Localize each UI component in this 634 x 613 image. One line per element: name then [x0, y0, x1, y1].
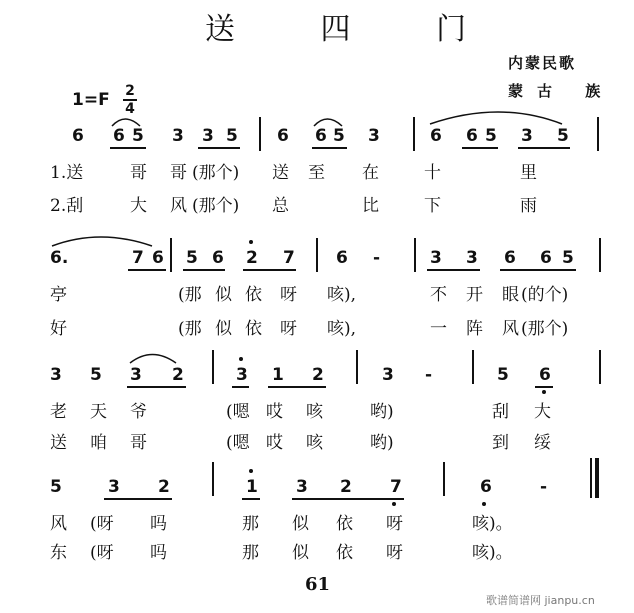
note: 6 — [113, 126, 125, 146]
lyric: (那个) — [192, 196, 240, 216]
lyric: 似 — [215, 319, 232, 339]
lyric: 2.刮 — [50, 196, 84, 216]
high-octave-dot — [239, 357, 243, 361]
lyric: 咳), — [327, 319, 357, 339]
lyric: 下 — [424, 196, 441, 216]
lyric: 依 — [336, 514, 353, 534]
lyric: (那 — [178, 319, 202, 339]
note: 3 — [236, 365, 248, 385]
song-title: 送 四 门 — [205, 12, 505, 47]
lyric: (那 — [178, 285, 202, 305]
lyric: 总 — [272, 196, 289, 216]
note: 6 — [72, 126, 84, 146]
note: 2 — [340, 477, 352, 497]
lyric: 眼 — [502, 285, 519, 305]
lyric: 刮 — [492, 402, 509, 422]
low-octave-dots — [392, 390, 546, 506]
slur — [314, 119, 342, 126]
watermark: 歌谱简谱网 jianpu.cn — [486, 594, 595, 607]
note: 3 — [108, 477, 120, 497]
note: 6 — [315, 126, 327, 146]
lyric: 里 — [520, 163, 537, 183]
note: 6 — [480, 477, 492, 497]
time-signature-top: 2 — [125, 83, 135, 99]
lyric: 1.送 — [50, 163, 84, 183]
lyric: 似 — [292, 514, 309, 534]
note: 1 — [246, 477, 258, 497]
high-octave-dot — [249, 469, 253, 473]
lyric: 东 — [50, 543, 67, 563]
lyric: 风 — [50, 514, 67, 534]
note: 3 — [130, 365, 142, 385]
note: 6 — [430, 126, 442, 146]
note: - — [540, 477, 548, 497]
lyric: 咳 — [306, 433, 323, 453]
lyric: 那 — [242, 543, 259, 563]
lyric: 风 — [170, 196, 187, 216]
lyric: 十 — [424, 163, 441, 183]
lyric: 送 — [50, 433, 67, 453]
note: 2 — [158, 477, 170, 497]
low-octave-dot — [392, 502, 396, 506]
note: 6 — [504, 248, 516, 268]
lyric: 吗 — [150, 514, 167, 534]
lyric: 风 — [502, 319, 519, 339]
song-ethnicity: 蒙古 族 — [508, 82, 615, 100]
note: 2 — [312, 365, 324, 385]
slur — [112, 119, 140, 126]
lyric: (那个) — [521, 319, 569, 339]
octave-dots — [239, 240, 253, 473]
lyric: 好 — [50, 319, 67, 339]
note: 2 — [172, 365, 184, 385]
note: 6 — [152, 248, 164, 268]
lyric: 天 — [90, 402, 107, 422]
note: 5 — [132, 126, 144, 146]
lyric: 咳)。 — [472, 514, 513, 534]
lyric: 绥 — [534, 433, 551, 453]
lyric: 哎 — [266, 433, 283, 453]
lyric: 呀 — [386, 543, 403, 563]
lyric: 呀 — [280, 319, 297, 339]
note: 6 — [336, 248, 348, 268]
lyric: 咳 — [306, 402, 323, 422]
note: 5 — [557, 126, 569, 146]
lyric: 呀 — [386, 514, 403, 534]
note: 3 — [296, 477, 308, 497]
lyric: (呀 — [90, 514, 114, 534]
lyric: 依 — [336, 543, 353, 563]
note: 3 — [50, 365, 62, 385]
note: 3 — [430, 248, 442, 268]
note: 7 — [390, 477, 402, 497]
lyric: 在 — [362, 163, 379, 183]
lyric: 老 — [50, 402, 67, 422]
lyric: (嗯 — [226, 433, 250, 453]
note: 3 — [466, 248, 478, 268]
lyric: 到 — [492, 433, 509, 453]
lyric: 送 — [272, 163, 289, 183]
song-origin: 内蒙民歌 — [508, 54, 577, 72]
note: 3 — [172, 126, 184, 146]
lyric: 不 — [430, 285, 447, 305]
note: 6 — [539, 365, 551, 385]
lyric: 大 — [130, 196, 147, 216]
slur — [52, 237, 152, 246]
lyric: 阵 — [466, 319, 483, 339]
note: 5 — [50, 477, 62, 497]
lyric: 开 — [466, 285, 483, 305]
note: 5 — [226, 126, 238, 146]
slurs — [52, 112, 562, 363]
note: 3 — [521, 126, 533, 146]
lyric: 哎 — [266, 402, 283, 422]
lyric: (的个) — [521, 285, 569, 305]
note: 6 — [540, 248, 552, 268]
lyric: 吗 — [150, 543, 167, 563]
note: 6 — [466, 126, 478, 146]
lyric: 至 — [308, 163, 325, 183]
lyric: 亭 — [50, 285, 67, 305]
note: 5 — [485, 126, 497, 146]
note: 5 — [186, 248, 198, 268]
low-octave-dot — [482, 502, 486, 506]
note: 5 — [562, 248, 574, 268]
lyric: 哥 — [130, 163, 147, 183]
note: 6. — [50, 248, 69, 268]
lyric: 哟) — [370, 433, 394, 453]
note: - — [425, 365, 433, 385]
lyric: 似 — [215, 285, 232, 305]
lyric: 比 — [362, 196, 379, 216]
lyric: 依 — [245, 319, 262, 339]
high-octave-dot — [249, 240, 253, 244]
lyric: 咳)。 — [472, 543, 513, 563]
lyric: 大 — [534, 402, 551, 422]
note: 3 — [368, 126, 380, 146]
lyric: (那个) — [192, 163, 240, 183]
lyric: 似 — [292, 543, 309, 563]
lyric: 爷 — [130, 402, 147, 422]
key-signature: 1=F — [72, 90, 110, 110]
lyric: (呀 — [90, 543, 114, 563]
note: 3 — [382, 365, 394, 385]
slur — [130, 355, 176, 364]
lyric: 呀 — [280, 285, 297, 305]
lyric: 哟) — [370, 402, 394, 422]
low-octave-dot — [542, 390, 546, 394]
lyric: 咳), — [327, 285, 357, 305]
note: 5 — [497, 365, 509, 385]
note: 6 — [277, 126, 289, 146]
underlines — [104, 148, 576, 499]
lyric: 哥 — [130, 433, 147, 453]
note: 5 — [333, 126, 345, 146]
lyric: 雨 — [520, 196, 537, 216]
note: 2 — [246, 248, 258, 268]
lyric: 一 — [430, 319, 447, 339]
lyric: 那 — [242, 514, 259, 534]
page-number: 61 — [305, 574, 331, 595]
note: 3 — [202, 126, 214, 146]
note: 5 — [90, 365, 102, 385]
note: 7 — [283, 248, 295, 268]
time-signature-bottom: 4 — [125, 101, 135, 117]
note: 1 — [272, 365, 284, 385]
slur — [430, 112, 562, 124]
lyric: 依 — [245, 285, 262, 305]
note: - — [373, 248, 381, 268]
note: 6 — [212, 248, 224, 268]
lyric: 咱 — [90, 433, 107, 453]
lyric: 哥 — [170, 163, 187, 183]
lyric: (嗯 — [226, 402, 250, 422]
note: 7 — [132, 248, 144, 268]
